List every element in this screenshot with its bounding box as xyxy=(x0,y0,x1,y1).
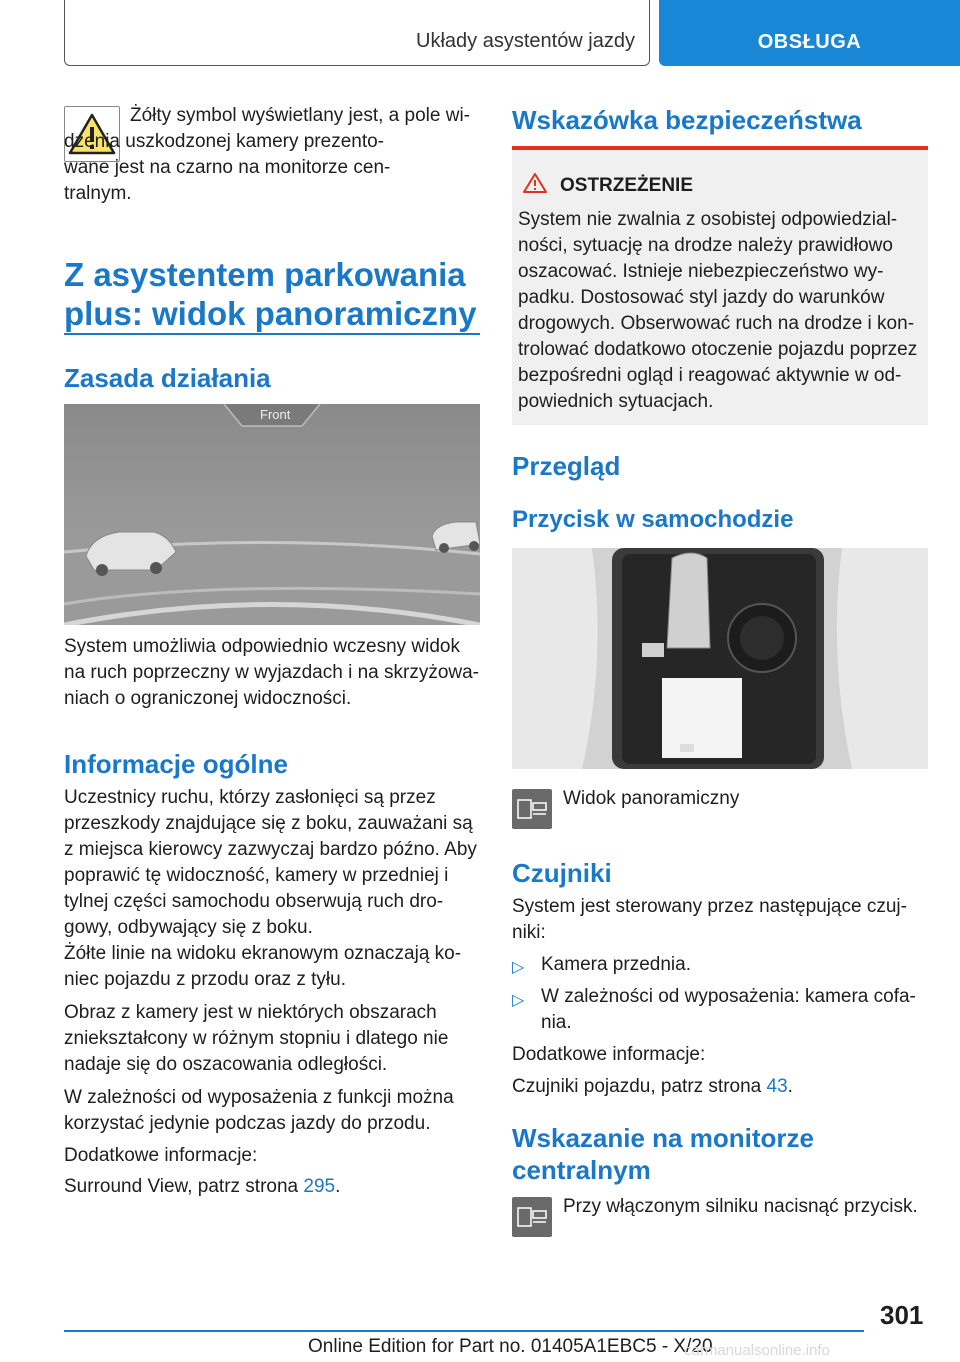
chapter-title: OBSŁUGA xyxy=(757,31,862,53)
sensor-item-1: Kamera przednia. xyxy=(541,954,691,975)
info-paragraph-3: Obraz z kamery jest w niektórych obszarach zniekształcony w różnym stopniu i dlatego nie nadaje się do oszacowania odległości. xyxy=(64,1002,449,1075)
info-reference: Surround View, patrz strona 295. xyxy=(64,1176,341,1197)
warning-box xyxy=(512,150,928,425)
front-label: Front xyxy=(260,407,291,422)
overview-heading: Przegląd xyxy=(512,451,621,481)
bullet-triangle-icon: ▷ xyxy=(512,992,525,1009)
zasada-paragraph: System umożliwia odpowiednio wczesny widok na ruch poprzeczny w wyjazdach i na skrzyżowa- niach o ograniczonej widoczności. xyxy=(64,636,480,709)
warning-description: Żółty symbol wyświetlany jest, a pole wi- dzenia uszkodzonej kamery prezento- wane jest na czarno na monitorze cen- tralnym. xyxy=(64,105,470,204)
edition-text: Online Edition for Part no. 01405A1EBC5 - X/20 xyxy=(308,1336,713,1357)
safety-heading: Wskazówka bezpieczeństwa xyxy=(512,105,862,135)
center-console-image xyxy=(512,548,928,769)
info-paragraph-2: Żółte linie na widoku ekranowym oznaczają ko- niec pojazdu z przodu oraz z tyłu. xyxy=(64,943,462,990)
info-paragraph-4: W zależności od wyposażenia z funkcji można korzystać jedynie podczas jazdy do przodu. xyxy=(64,1087,454,1134)
info-heading: Informacje ogólne xyxy=(64,749,288,779)
info-paragraph-5: Dodatkowe informacje: xyxy=(64,1145,258,1166)
warning-body: System nie zwalnia z osobistej odpowiedzial- ności, sytuację na drodze należy prawidłowo oszacować. Istnieje niebezpieczeństwo wy- padku. Dostosować styl jazdy do warunków drogowych. Obserwować ruch na drodze i kon- trolować dodatkowo otoczenie pojazdu poprzez bezpośredni ogląd i reagować aktywnie w od- powiednich sytuacjach. xyxy=(518,209,918,412)
panorama-camera-icon-2[interactable] xyxy=(512,1197,552,1237)
sensor-item-2: W zależności od wyposażenia: kamera cofa- nia. xyxy=(541,986,916,1033)
monitor-heading: Wskazanie na monitorze centralnym xyxy=(512,1123,814,1185)
heading-underline xyxy=(64,333,480,335)
sensors-reference: Czujniki pojazdu, patrz strona 43. xyxy=(512,1076,793,1097)
header-chapter-tab[interactable] xyxy=(659,0,960,66)
panorama-camera-image xyxy=(64,404,480,625)
page-number: 301 xyxy=(880,1300,924,1330)
warning-triangle-small-icon xyxy=(522,172,548,199)
panorama-camera-icon[interactable] xyxy=(512,789,552,829)
main-heading: Z asystentem parkowania plus: widok panoramiczny xyxy=(64,256,477,332)
header-section-box xyxy=(64,0,650,66)
section-title: Układy asystentów jazdy xyxy=(416,30,635,52)
sensors-paragraph: System jest sterowany przez następujące czuj- niki: xyxy=(512,896,907,943)
bullet-triangle-icon: ▷ xyxy=(512,959,525,976)
sensors-heading: Czujniki xyxy=(512,858,612,888)
page-link-295[interactable]: 295 xyxy=(303,1176,336,1197)
info-paragraph-1: Uczestnicy ruchu, którzy zasłonięci są przez przeszkody znajdujące się z boku, zauważani są z miejsca kierowcy zazwyczaj bardzo późno. Aby poprawić tę widoczność, kamery w przedniej i tylnej części samochodu obserwują ruch dro- gowy, odbywający się z boku. xyxy=(64,787,477,938)
watermark: carmanualsonline.info xyxy=(684,1342,830,1359)
extra-info-label: Dodatkowe informacje: xyxy=(512,1044,706,1065)
monitor-instruction: Przy włączonym silniku nacisnąć przycisk. xyxy=(563,1196,918,1217)
footer-rule xyxy=(64,1330,864,1332)
warning-title: OSTRZEŻENIE xyxy=(560,175,694,196)
page-link-43[interactable]: 43 xyxy=(766,1076,788,1097)
zasada-heading: Zasada działania xyxy=(64,363,271,393)
button-heading: Przycisk w samochodzie xyxy=(512,506,794,533)
panorama-label: Widok panoramiczny xyxy=(563,788,740,809)
